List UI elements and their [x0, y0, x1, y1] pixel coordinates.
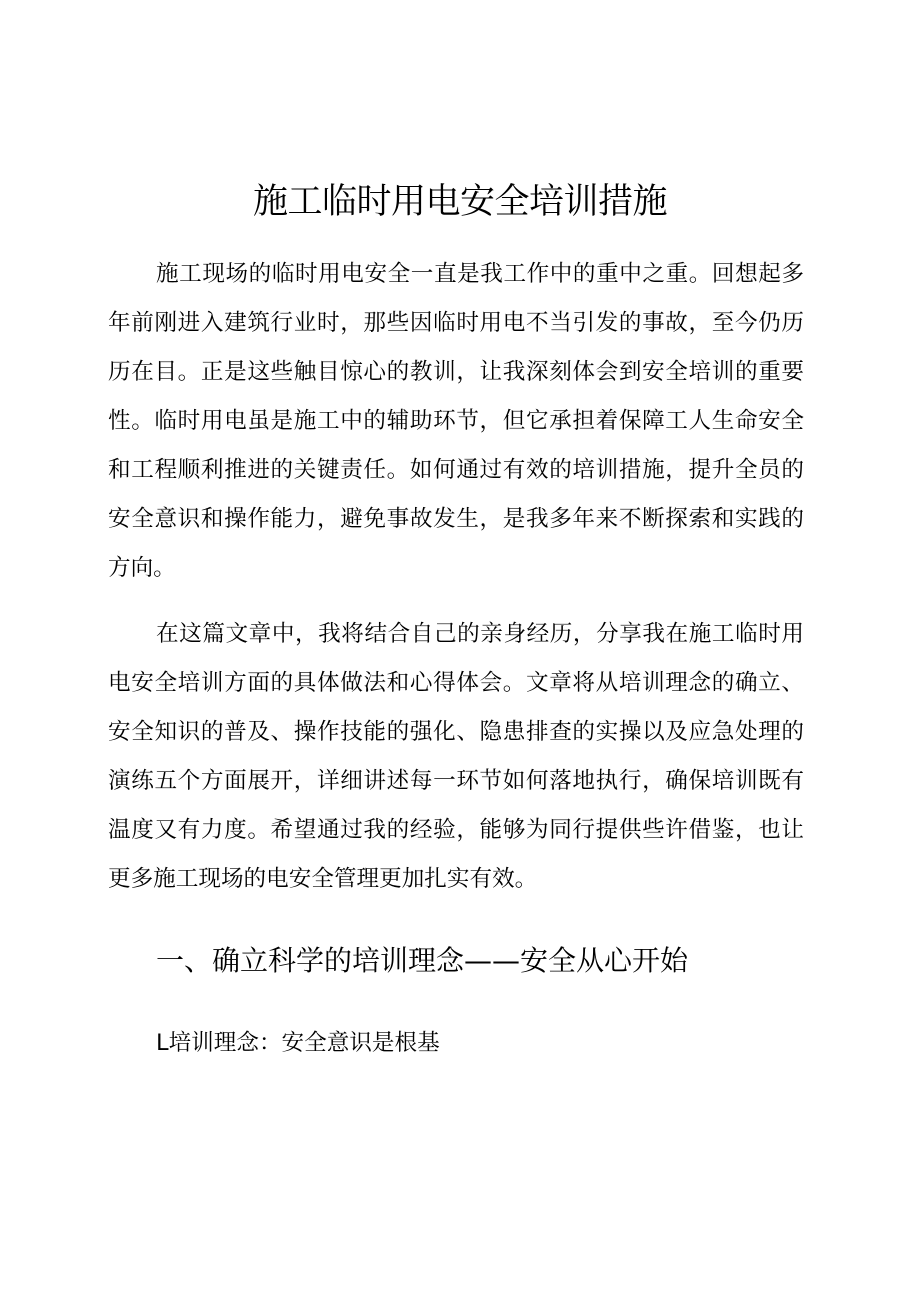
subsection-heading: L培训理念：安全意识是根基 — [156, 1030, 440, 1056]
section-heading: 一、确立科学的培训理念——安全从心开始 — [156, 944, 689, 977]
overview-paragraph: 在这篇文章中，我将结合自己的亲身经历，分享我在施工临时用电安全培训方面的具体做法和心得体会。文章将从培训理念的确立、安全知识的普及、操作技能的强化、隐患排查的实操以及应急处理的演练五个方面展开，详细讲述每一环节如何落地执行，确保培训既有温度又有力度。希望通过我的经验，能够为同行提供些许借鉴，也让更多施工现场的电安全管理更加扎实有效。 — [108, 621, 804, 892]
document-title: 施工临时用电安全培训措施 — [252, 182, 667, 222]
intro-paragraph: 施工现场的临时用电安全一直是我工作中的重中之重。回想起多年前刚进入建筑行业时，那些因临时用电不当引发的事故，至今仍历历在目。正是这些触目惊心的教训，让我深刻体会到安全培训的重要性。临时用电虽是施工中的辅助环节，但它承担着保障工人生命安全和工程顺利推进的关键责任。如何通过有效的培训措施，提升全员的安全意识和操作能力，避免事故发生，是我多年来不断探索和实践的方向。 — [108, 261, 804, 581]
